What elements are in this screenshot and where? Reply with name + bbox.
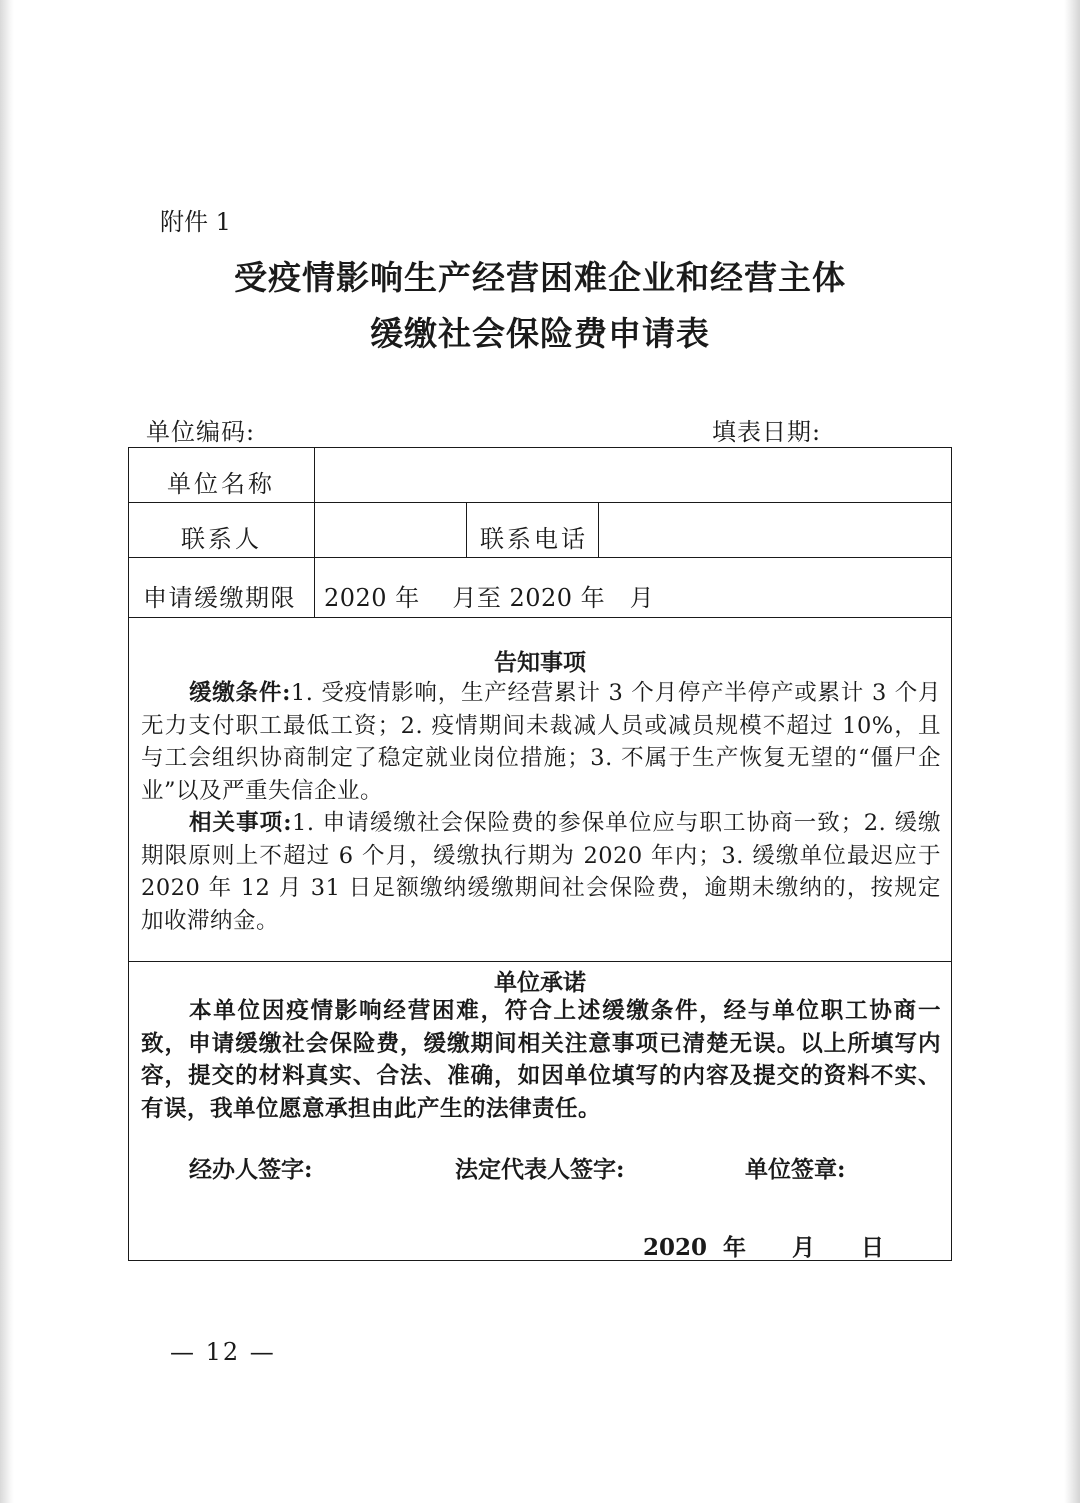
contact-label: 联系人: [181, 525, 262, 553]
table-row-divider: [129, 961, 951, 962]
page-number: — 12 —: [170, 1338, 276, 1366]
related-matters-text: 1. 申请缓缴社会保险费的参保单位应与职工协商一致；2. 缓缴期限原则上不超过 6 个月，缓缴执行期为 2020 年内；3. 缓缴单位最迟应于 2020 年 12 月 31 日足额缴纳缓缴期间社会保险费，逾期未缴纳的，按规定加收滞纳金。: [141, 810, 941, 934]
attachment-label: 附件 1: [160, 208, 231, 236]
table-column-divider: [314, 448, 315, 617]
table-row-divider: [129, 502, 951, 503]
table-row-divider: [129, 557, 951, 558]
contact-field[interactable]: [325, 519, 455, 547]
page-edge-shadow: [1064, 0, 1080, 1503]
page-edge-shadow: [0, 0, 14, 1503]
commitment-date: 2020 年 月 日: [643, 1234, 885, 1261]
legal-rep-signature-label: 法定代表人签字:: [455, 1156, 625, 1183]
document-title-line-1: 受疫情影响生产经营困难企业和经营主体: [234, 258, 846, 297]
deferral-conditions-lead: 缓缴条件:: [189, 680, 291, 706]
table-column-divider: [466, 502, 467, 557]
phone-label: 联系电话: [480, 525, 588, 553]
unit-name-label: 单位名称: [167, 470, 275, 498]
handler-signature-label: 经办人签字:: [189, 1156, 313, 1183]
related-matters-lead: 相关事项:: [189, 810, 293, 836]
document-title-line-2: 缓缴社会保险费申请表: [370, 314, 710, 353]
deferral-period-field[interactable]: 2020 年 月至 2020 年 月: [324, 584, 655, 612]
unit-seal-label: 单位签章:: [745, 1156, 846, 1183]
table-column-divider: [598, 502, 599, 557]
unit-name-field[interactable]: [325, 464, 935, 492]
table-row-divider: [129, 617, 951, 618]
unit-code-label: 单位编码:: [146, 418, 256, 446]
commitment-paragraph: 本单位因疫情影响经营困难，符合上述缓缴条件，经与单位职工协商一致，申请缓缴社会保险费，缓缴期间相关注意事项已清楚无误。以上所填写内容，提交的材料真实、合法、准确，如因单位填写的内容及提交的资料不实、有误，我单位愿意承担由此产生的法律责任。: [141, 998, 941, 1122]
deferral-conditions-paragraph: [141, 677, 941, 807]
related-matters-paragraph: [141, 807, 941, 937]
commitment-heading: 单位承诺: [494, 969, 586, 996]
phone-field[interactable]: [609, 519, 939, 547]
application-form-table: [128, 447, 952, 1261]
fill-date-label: 填表日期:: [712, 418, 822, 446]
deferral-period-label: 申请缓缴期限: [143, 584, 296, 612]
notice-heading: 告知事项: [494, 649, 586, 676]
deferral-conditions-text: 1. 受疫情影响，生产经营累计 3 个月停产半停产或累计 3 个月无力支付职工最低工资；2. 疫情期间未裁减人员或减员规模不超过 10%，且与工会组织协商制定了稳定就业岗位措施；3. 不属于生产恢复无望的“僵尸企业”以及严重失信企业。: [141, 680, 942, 804]
